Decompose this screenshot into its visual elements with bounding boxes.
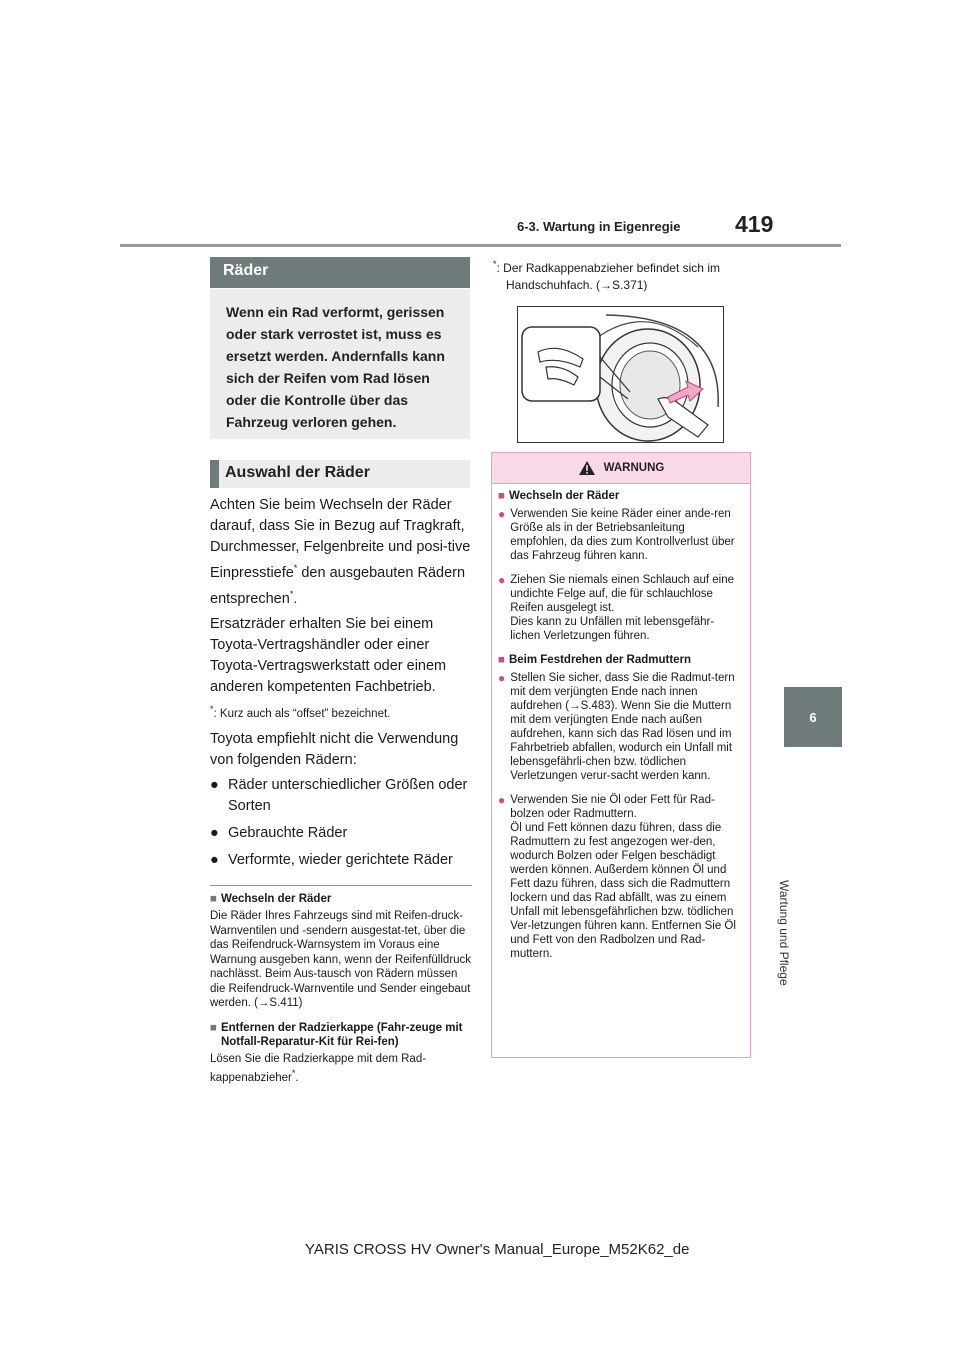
bullet-icon: ● bbox=[498, 793, 506, 807]
paragraph-wheel-change: Achten Sie beim Wechseln der Räder darauf, dass Sie in Bezug auf Tragkraft, Durchmesser, Felgenbreite und posi-tive Einpresstiefe* den ausgebauten Rädern entsprechen*. bbox=[210, 497, 471, 607]
chapter-section-title: 6-3. Wartung in Eigenregie bbox=[517, 219, 681, 234]
hubcap-removal-illustration bbox=[517, 306, 724, 443]
footnote-marker: * bbox=[289, 588, 294, 599]
footnote-marker: * bbox=[293, 563, 298, 573]
paragraph-spare-wheels: Ersatzräder erhalten Sie bei einem Toyota-Vertragshändler oder einer Toyota-Vertragswerkstatt oder einem anderen kompetenten Fachbetrieb. bbox=[210, 615, 447, 695]
square-icon: ■ bbox=[498, 654, 505, 666]
footnote-hubcap-tool: *: Der Radkappenabzieher befindet sich im Handschuhfach. (→S.371) bbox=[493, 259, 720, 292]
info-heading: ■ Entfernen der Radzierkappe (Fahr-zeuge mit Notfall-Reparatur-Kit für Rei-fen) bbox=[210, 1021, 463, 1048]
warning-item: ● Ziehen Sie niemals einen Schlauch auf eine undichte Felge auf, die für schlauchlose Reifen ausgelegt ist. Dies kann zu Unfällen mit lebensgefähr-lichen Verletzungen führen. bbox=[498, 573, 735, 642]
bullet-icon: ● bbox=[210, 852, 219, 869]
warning-header bbox=[492, 453, 750, 484]
square-icon: ■ bbox=[210, 1021, 217, 1034]
paragraph-recommendation: Toyota empfiehlt nicht die Verwendung von folgenden Rädern: bbox=[210, 731, 459, 769]
footnote-offset: *: Kurz auch als “offset” bezeichnet. bbox=[210, 703, 391, 720]
square-icon: ■ bbox=[210, 893, 217, 906]
bullet-icon: ● bbox=[498, 507, 506, 521]
warning-content bbox=[492, 484, 750, 961]
intro-box: Wenn ein Rad verformt, gerissen oder stark verrostet ist, muss es ersetzt werden. Andernfalls kann sich der Reifen vom Rad lösen oder die Kontrolle über das Fahrzeug verloren gehen. bbox=[210, 289, 470, 439]
list-item: ● Verformte, wieder gerichtete Räder bbox=[210, 850, 472, 871]
info-text: Die Räder Ihres Fahrzeugs sind mit Reifen-druck-Warnventilen und -sendern ausgestat-tet, über die das Reifendruck-Warnsystem im Voraus eine Warnung ausgeben kann, wenn der Reifenfülldruck nachlässt. Beim Aus-tausch von Rädern müssen die Reifendruck-Warnventile und Sender eingebaut werden. (→S.411) bbox=[210, 910, 472, 1010]
bullet-icon: ● bbox=[498, 671, 506, 685]
info-text: Lösen Sie die Radzierkappe mit dem Rad-kappenabzieher*. bbox=[210, 1052, 427, 1085]
subsection-title: Auswahl der Räder bbox=[210, 460, 470, 488]
page-number: 419 bbox=[735, 211, 774, 237]
warning-box bbox=[491, 452, 751, 1058]
warning-item: ● Verwenden Sie nie Öl oder Fett für Rad-bolzen oder Radmuttern. Öl und Fett können dazu führen, dass die Radmuttern zu fest angezogen wer-den, wodurch Bolzen oder Felgen beschädigt werden können. Außerdem können Öl und Fett dazu führen, dass sich die Radmuttern lockern und das Rad abfällt, was zu einem Unfall mit lebensgefährlichen bzw. tödlichen Ver-letzungen führen kann. Entfernen Sie Öl und Fett von den Radbolzen und Rad-muttern. bbox=[498, 793, 736, 960]
square-icon: ■ bbox=[498, 490, 505, 502]
info-heading: ■ Wechseln der Räder bbox=[210, 893, 332, 906]
chapter-tab-number: 6 bbox=[809, 709, 817, 725]
bullet-icon: ● bbox=[498, 573, 506, 587]
hubcap-illustration-icon bbox=[518, 307, 723, 442]
warning-label: WARNUNG bbox=[603, 462, 665, 474]
chapter-tab-label: Wartung und Pflege bbox=[777, 880, 791, 986]
section-title: Räder bbox=[210, 257, 470, 288]
warning-triangle-icon bbox=[578, 460, 596, 476]
footnote-marker: * bbox=[291, 1068, 296, 1079]
list-item: ● Räder unterschiedlicher Größen oder Sorten bbox=[210, 777, 468, 815]
list-item: ● Gebrauchte Räder bbox=[210, 823, 472, 844]
info-divider bbox=[210, 885, 472, 886]
warning-item: ● Stellen Sie sicher, dass Sie die Radmut-tern mit dem verjüngten Ende nach innen aufdrehen (→S.483). Wenn Sie die Muttern mit dem verjüngten Ende nach außen aufdrehen, kann sich das Rad lösen und im Fahrbetrieb abfallen, wodurch ein Unfall mit lebensgefährli-chen bzw. tödlichen Verletzungen verur-sacht werden kann. bbox=[498, 671, 735, 782]
not-recommended-list bbox=[210, 775, 472, 871]
left-column bbox=[210, 495, 472, 1096]
chapter-tab bbox=[784, 687, 842, 747]
bullet-icon: ● bbox=[210, 777, 219, 794]
warning-heading: ■ Beim Festdrehen der Radmuttern bbox=[498, 654, 692, 666]
bullet-icon: ● bbox=[210, 825, 219, 842]
warning-item: ● Verwenden Sie keine Räder einer ande-ren Größe als in der Betriebsanleitung empfohlen, da dies zum Kontrollverlust über das Fahrzeug führen kann. bbox=[498, 507, 735, 562]
header-divider bbox=[120, 244, 841, 247]
warning-heading: ■ Wechseln der Räder bbox=[498, 490, 620, 502]
document-footer: YARIS CROSS HV Owner's Manual_Europe_M52K62_de bbox=[305, 1241, 690, 1258]
